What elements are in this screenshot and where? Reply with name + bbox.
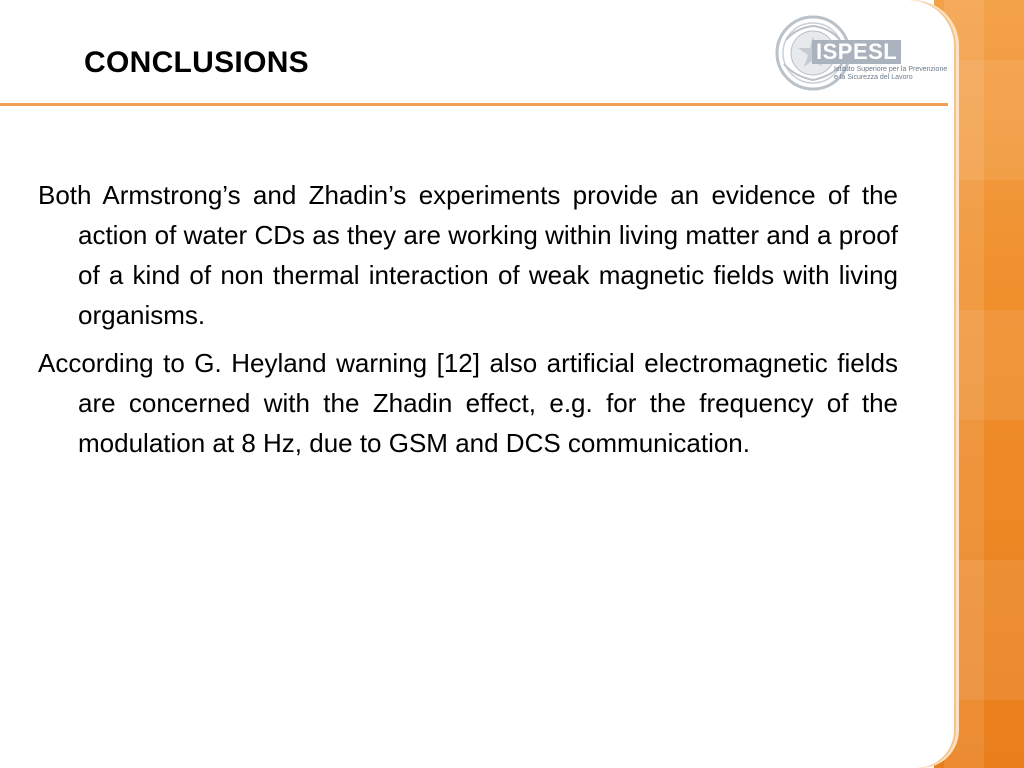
ispesl-logo bbox=[774, 14, 948, 96]
logo-subtitle bbox=[834, 66, 947, 82]
body-paragraph: Both Armstrong’s and Zhadin’s experiments provide an evidence of the action of water CDs as they are working within living matter and a proof of a kind of non thermal interaction of weak magnetic fields with living organisms. bbox=[38, 180, 898, 330]
logo-subtitle-line: e la Sicurezza del Lavoro bbox=[834, 74, 913, 81]
logo-subtitle-line: Istituto Superiore per la Prevenzione bbox=[834, 66, 948, 73]
body-paragraph: According to G. Heyland warning [12] also artificial electromagnetic fields are concerned with the Zhadin effect, e.g. for the frequency of the modulation at 8 Hz, due to GSM and DCS communication. bbox=[38, 348, 898, 458]
title-divider bbox=[0, 103, 948, 106]
logo-brand-text: ISPESL bbox=[812, 40, 901, 64]
slide-body bbox=[38, 175, 898, 471]
slide-title: CONCLUSIONS bbox=[84, 46, 309, 79]
